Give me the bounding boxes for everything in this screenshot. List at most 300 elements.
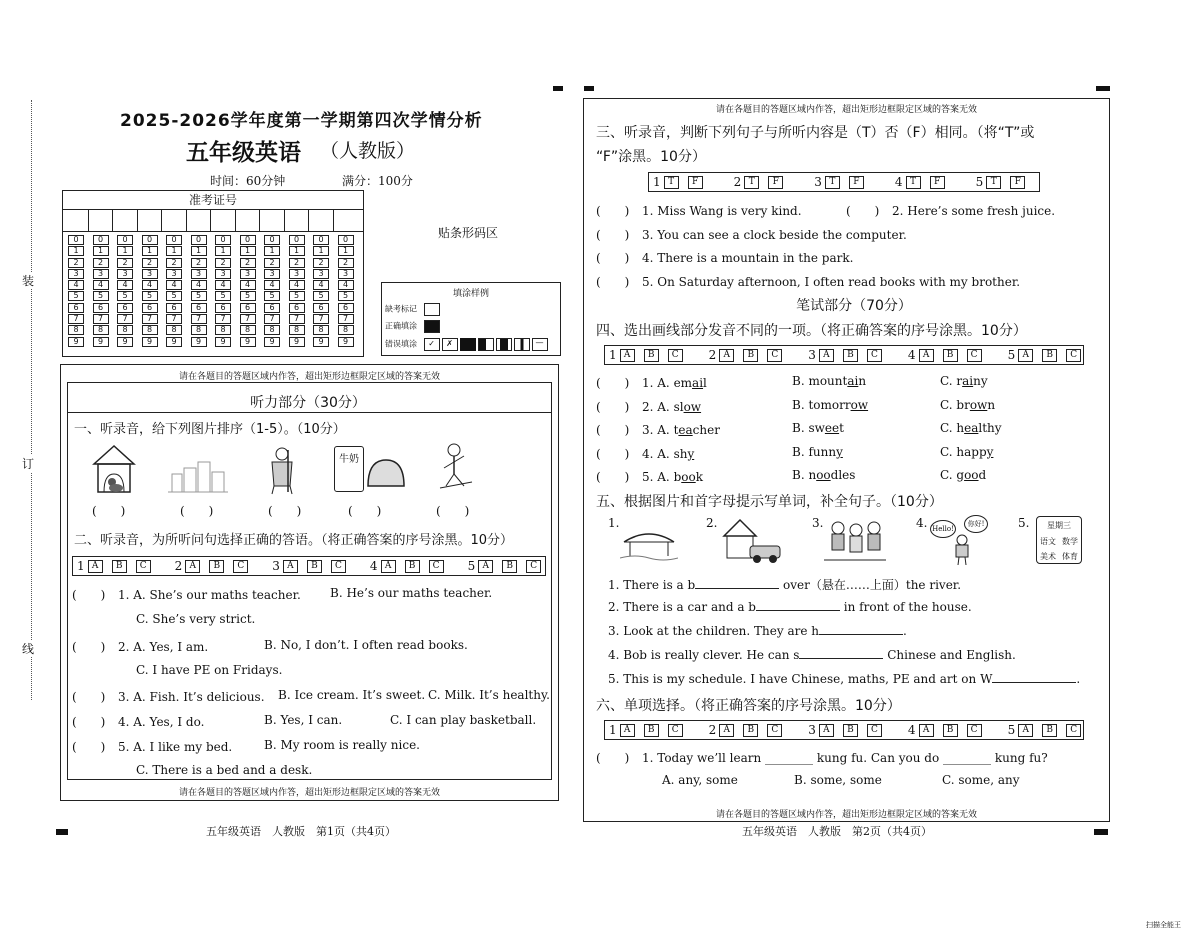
admission-digit-bubble[interactable]: 8 (166, 325, 182, 335)
sec4-option-c: C. brown (940, 397, 996, 412)
answer-number: 3 (272, 559, 280, 573)
sec3-item-5: ( ) 5. On Saturday afternoon, I often read books with my brother. (596, 275, 1021, 289)
sec2-q3: ( ) 3. A. Fish. It’s delicious. (72, 690, 265, 704)
answer-bubble[interactable]: T (744, 176, 759, 189)
answer-bubble[interactable]: C (136, 560, 151, 573)
admission-column[interactable] (264, 235, 282, 348)
admission-digit-bubble[interactable]: 7 (93, 314, 109, 324)
right-footer: 五年级英语 人教版 第2页（共4页） (742, 825, 932, 838)
admission-digit-bubble[interactable]: 5 (215, 291, 231, 301)
admission-digit-bubble[interactable]: 0 (215, 235, 231, 245)
admission-digit-bubble[interactable]: 2 (93, 258, 109, 268)
admission-digit-bubble[interactable]: 8 (68, 325, 84, 335)
admission-digit-bubble[interactable]: 6 (313, 303, 329, 313)
score-label: 满分：100分 (342, 174, 413, 188)
sec2-answer-bar (72, 556, 546, 576)
admission-column[interactable] (166, 235, 184, 348)
happy-children-picture (824, 516, 886, 564)
answer-number: 2 (733, 175, 742, 189)
admission-digit-bubble[interactable]: 7 (191, 314, 207, 324)
pic-paren-1[interactable]: ( ) (92, 504, 126, 518)
answer-bubble[interactable]: C (767, 349, 782, 362)
time-label: 时间：60分钟 (210, 174, 286, 188)
admission-digit-bubble[interactable]: 1 (191, 246, 207, 256)
admission-digit-bubble[interactable]: 6 (215, 303, 231, 313)
admission-digit-bubble[interactable]: 3 (191, 269, 207, 279)
erhu-player-picture (264, 446, 300, 496)
admission-digit-bubble[interactable]: 2 (117, 258, 133, 268)
answer-group (73, 559, 160, 573)
sec4-option-c: C. happy (940, 444, 994, 459)
fill-sample-box (381, 282, 561, 356)
right-top-mark-r (1096, 86, 1110, 91)
pic-paren-4[interactable]: ( ) (348, 504, 382, 518)
sec3-title: 三、听录音，判断下列句子与所听内容是（T）否（F）相同。（将“T”或 (596, 125, 1035, 141)
answer-bubble[interactable]: C (767, 724, 782, 737)
admission-digit-bubble[interactable]: 0 (68, 235, 84, 245)
answer-bubble[interactable]: F (688, 176, 703, 189)
answer-bubble[interactable]: C (429, 560, 444, 573)
answer-bubble[interactable]: B (743, 724, 758, 737)
admission-digit-bubble[interactable]: 6 (338, 303, 354, 313)
child-mountain-picture (438, 442, 474, 492)
sec2-title: 二、听录音，为所听问句选择正确的答语。（将正确答案的序号涂黑。10分） (74, 533, 514, 548)
admission-digit-bubble[interactable]: 6 (289, 303, 305, 313)
wrong-mark-check: ✓ (424, 338, 440, 351)
admission-digit-bubble[interactable]: 1 (240, 246, 256, 256)
blank-3[interactable] (819, 624, 903, 635)
blank-5[interactable] (992, 672, 1076, 683)
answer-bubble[interactable]: C (867, 724, 882, 737)
left-footer: 五年级英语 人教版 第1页（共4页） (206, 825, 396, 838)
admission-digit-bubble[interactable]: 5 (289, 291, 305, 301)
sec4-option-a: ( ) 4. A. shy (596, 446, 695, 461)
milk-label: 牛奶 (339, 454, 359, 465)
correct-label: 正确填涂 (385, 321, 417, 331)
admission-column[interactable] (215, 235, 233, 348)
sec2-q5: ( ) 5. A. I like my bed. (72, 740, 233, 754)
answer-bubble[interactable]: T (664, 176, 679, 189)
admission-digit-bubble[interactable]: 4 (264, 280, 280, 290)
admission-digit-bubble[interactable]: 2 (289, 258, 305, 268)
admission-digit-bubble[interactable]: 9 (313, 337, 329, 347)
admission-digit-bubble[interactable]: 5 (93, 291, 109, 301)
schedule-card (1036, 516, 1082, 564)
answer-bubble[interactable]: B (843, 724, 858, 737)
sec6-q1: ( ) 1. Today we’ll learn ________ kung fu. Can you do ________ kung fu? (596, 751, 1048, 765)
admission-column-divider (186, 209, 187, 231)
admission-digit-bubble[interactable]: 2 (191, 258, 207, 268)
admission-column-divider (88, 209, 89, 231)
sec2-q3-b: B. Ice cream. It’s sweet. (278, 688, 426, 702)
answer-bubble[interactable]: B (1042, 349, 1057, 362)
admission-digit-bubble[interactable]: 0 (93, 235, 109, 245)
pic-paren-2[interactable]: ( ) (180, 504, 214, 518)
admission-digit-bubble[interactable]: 8 (289, 325, 305, 335)
admission-digit-bubble[interactable]: 1 (93, 246, 109, 256)
answer-bubble[interactable]: B (1042, 724, 1057, 737)
admission-digit-bubble[interactable]: 8 (264, 325, 280, 335)
admission-digit-bubble[interactable]: 9 (93, 337, 109, 347)
answer-bubble[interactable]: A (185, 560, 200, 573)
admission-column[interactable] (338, 235, 356, 348)
answer-bubble[interactable]: F (849, 176, 864, 189)
answer-number: 4 (369, 559, 378, 573)
pic-num-1: 1. (608, 516, 620, 530)
admission-column-divider (161, 209, 162, 231)
answer-bubble[interactable]: C (867, 349, 882, 362)
sec4-option-a: ( ) 5. A. book (596, 470, 703, 485)
admission-digit-bubble[interactable]: 5 (191, 291, 207, 301)
pic-paren-3[interactable]: ( ) (268, 504, 302, 518)
admission-digit-bubble[interactable]: 7 (338, 314, 354, 324)
admission-digit-bubble[interactable]: 3 (68, 269, 84, 279)
admission-digit-bubble[interactable]: 4 (93, 280, 109, 290)
answer-bubble[interactable]: C (1066, 724, 1081, 737)
admission-digit-bubble[interactable]: 5 (142, 291, 158, 301)
admission-digit-bubble[interactable]: 4 (142, 280, 158, 290)
admission-column[interactable] (68, 235, 86, 348)
admission-digit-bubble[interactable]: 4 (313, 280, 329, 290)
admission-digit-bubble[interactable]: 3 (93, 269, 109, 279)
wrong-mark-half (478, 338, 494, 351)
answer-bubble[interactable]: F (930, 176, 945, 189)
admission-column-divider (210, 209, 211, 231)
absent-mark (424, 303, 440, 316)
answer-group (1004, 348, 1091, 362)
answer-bubble[interactable]: B (943, 349, 958, 362)
admission-digit-bubble[interactable]: 0 (142, 235, 158, 245)
admission-column[interactable] (289, 235, 307, 348)
admission-digit-bubble[interactable]: 0 (264, 235, 280, 245)
admission-digit-bubble[interactable]: 3 (117, 269, 133, 279)
admission-digit-bubble[interactable]: 9 (338, 337, 354, 347)
admission-digit-bubble[interactable]: 7 (289, 314, 305, 324)
admission-digit-bubble[interactable]: 8 (117, 325, 133, 335)
admission-digit-bubble[interactable]: 1 (264, 246, 280, 256)
admission-digit-bubble[interactable]: 4 (240, 280, 256, 290)
answer-bubble[interactable]: B (644, 724, 659, 737)
listening-title: 听力部分（30分） (250, 395, 366, 411)
answer-bubble[interactable]: B (943, 724, 958, 737)
absent-label: 缺考标记 (385, 304, 417, 314)
admission-digit-bubble[interactable]: 7 (68, 314, 84, 324)
admission-digit-bubble[interactable]: 5 (264, 291, 280, 301)
answer-bubble[interactable]: F (768, 176, 783, 189)
sec6-opt-c: C. some, any (942, 773, 1020, 787)
answer-bubble[interactable]: A (88, 560, 103, 573)
sec3-item-1: ( ) 1. Miss Wang is very kind. (596, 204, 802, 218)
answer-bubble[interactable]: A (1018, 724, 1033, 737)
sec2-q5-b: B. My room is really nice. (264, 738, 420, 752)
admission-column-divider (235, 209, 236, 231)
admission-digit-bubble[interactable]: 2 (142, 258, 158, 268)
admission-digit-bubble[interactable]: 6 (240, 303, 256, 313)
answer-number: 2 (174, 559, 183, 573)
answer-bubble[interactable]: A (620, 349, 635, 362)
answer-bubble[interactable]: A (819, 724, 834, 737)
admission-digit-bubble[interactable]: 5 (68, 291, 84, 301)
admission-column[interactable] (117, 235, 135, 348)
sec6-opt-b: B. some, some (794, 773, 882, 787)
answer-bubble[interactable]: A (283, 560, 298, 573)
admission-digit-bubble[interactable]: 2 (215, 258, 231, 268)
admission-digit-bubble[interactable]: 8 (93, 325, 109, 335)
sec5-sentence-3: 3. Look at the children. They are h . (608, 624, 907, 638)
answer-bubble[interactable]: C (526, 560, 541, 573)
admission-digit-bubble[interactable]: 8 (191, 325, 207, 335)
admission-digit-bubble[interactable]: 4 (166, 280, 182, 290)
sec2-q1-b: B. He’s our maths teacher. (330, 586, 493, 600)
admission-digit-bubble[interactable]: 0 (166, 235, 182, 245)
admission-digit-bubble[interactable]: 0 (289, 235, 305, 245)
answer-group (705, 723, 792, 737)
answer-number: 5 (975, 175, 984, 189)
sec2-q4-b: B. Yes, I can. (264, 713, 343, 727)
admission-digit-bubble[interactable]: 6 (93, 303, 109, 313)
admission-digit-bubble[interactable]: 2 (338, 258, 354, 268)
admission-digit-bubble[interactable]: 8 (142, 325, 158, 335)
admission-digit-bubble[interactable]: 5 (313, 291, 329, 301)
admission-digit-bubble[interactable]: 3 (240, 269, 256, 279)
answer-group (804, 348, 891, 362)
answer-group (464, 559, 551, 573)
answer-bubble[interactable]: C (967, 724, 982, 737)
admission-digit-bubble[interactable]: 9 (215, 337, 231, 347)
answer-bubble[interactable]: C (331, 560, 346, 573)
sec2-q2-c: C. I have PE on Fridays. (136, 663, 283, 677)
answer-bubble[interactable]: C (967, 349, 982, 362)
answer-bubble[interactable]: T (906, 176, 921, 189)
wrong-mark-dot (460, 338, 476, 351)
binding-mark-3: 线 (22, 642, 35, 656)
admission-column[interactable] (191, 235, 209, 348)
admission-digit-bubble[interactable]: 4 (68, 280, 84, 290)
admission-digit-bubble[interactable]: 8 (215, 325, 231, 335)
answer-bubble[interactable]: A (919, 349, 934, 362)
sec4-option-b: B. tomorrow (792, 397, 869, 412)
answer-bubble[interactable]: A (719, 724, 734, 737)
answer-number: 1 (653, 175, 661, 189)
admission-digit-bubble[interactable]: 0 (117, 235, 133, 245)
admission-digit-bubble[interactable]: 6 (117, 303, 133, 313)
admission-digit-bubble[interactable]: 5 (240, 291, 256, 301)
sample-title: 填涂样例 (452, 289, 489, 299)
binding-mark-2: 订 (22, 457, 35, 471)
admission-digit-bubble[interactable]: 4 (191, 280, 207, 290)
wrong-mark-dash: — (532, 338, 548, 351)
answer-bubble[interactable]: A (620, 724, 635, 737)
admission-digit-bubble[interactable]: 3 (338, 269, 354, 279)
answer-number: 4 (907, 348, 916, 362)
sec4-option-c: C. healthy (940, 421, 1002, 436)
admission-digit-bubble[interactable]: 6 (68, 303, 84, 313)
barcode-label: 贴条形码区 (438, 226, 499, 240)
blank-4[interactable] (799, 648, 883, 659)
admission-column[interactable] (142, 235, 160, 348)
answer-bubble[interactable]: C (233, 560, 248, 573)
answer-bubble[interactable]: B (112, 560, 127, 573)
admission-column[interactable] (313, 235, 331, 348)
answer-bubble[interactable]: B (843, 349, 858, 362)
admission-digit-bubble[interactable]: 6 (264, 303, 280, 313)
admission-digit-bubble[interactable]: 9 (68, 337, 84, 347)
admission-digit-bubble[interactable]: 9 (264, 337, 280, 347)
admission-digit-bubble[interactable]: 7 (142, 314, 158, 324)
left-top-mark (553, 86, 563, 91)
answer-group (171, 559, 258, 573)
answer-bubble[interactable]: B (502, 560, 517, 573)
admission-digit-bubble[interactable]: 1 (117, 246, 133, 256)
admission-digit-bubble[interactable]: 1 (338, 246, 354, 256)
answer-bubble[interactable]: B (743, 349, 758, 362)
admission-digit-bubble[interactable]: 9 (142, 337, 158, 347)
admission-column[interactable] (240, 235, 258, 348)
answer-bubble[interactable]: A (478, 560, 493, 573)
admission-digit-bubble[interactable]: 2 (68, 258, 84, 268)
house-car-picture (720, 516, 784, 564)
answer-bubble[interactable]: B (209, 560, 224, 573)
bridge-picture (620, 520, 678, 562)
admission-digit-bubble[interactable]: 9 (117, 337, 133, 347)
admission-digit-bubble[interactable]: 1 (142, 246, 158, 256)
admission-digit-bubble[interactable]: 9 (240, 337, 256, 347)
answer-group (705, 348, 792, 362)
admission-digit-bubble[interactable]: 6 (166, 303, 182, 313)
sec2-q4: ( ) 4. A. Yes, I do. (72, 715, 205, 729)
answer-bubble[interactable]: A (381, 560, 396, 573)
admission-digit-bubble[interactable]: 3 (215, 269, 231, 279)
answer-number: 2 (708, 348, 717, 362)
admission-digit-bubble[interactable]: 2 (264, 258, 280, 268)
answer-bubble[interactable]: A (819, 349, 834, 362)
answer-number: 3 (814, 175, 822, 189)
admission-digit-bubble[interactable]: 8 (338, 325, 354, 335)
admission-digit-bubble[interactable]: 4 (289, 280, 305, 290)
sec4-answer-bar (604, 345, 1084, 365)
admission-number-grid (62, 190, 364, 357)
admission-digit-bubble[interactable]: 1 (68, 246, 84, 256)
admission-digit-bubble[interactable]: 2 (313, 258, 329, 268)
admission-digit-bubble[interactable]: 0 (313, 235, 329, 245)
answer-bubble[interactable]: A (1018, 349, 1033, 362)
admission-digit-bubble[interactable]: 1 (289, 246, 305, 256)
admission-digit-bubble[interactable]: 3 (289, 269, 305, 279)
answer-number: 4 (894, 175, 903, 189)
admission-digit-bubble[interactable]: 7 (166, 314, 182, 324)
answer-bubble[interactable]: A (919, 724, 934, 737)
sec4-option-c: C. rainy (940, 374, 988, 388)
answer-bubble[interactable]: F (1010, 176, 1025, 189)
answer-group (904, 348, 991, 362)
blank-2[interactable] (756, 600, 840, 611)
answer-bubble[interactable]: C (668, 724, 683, 737)
admission-digit-bubble[interactable]: 6 (191, 303, 207, 313)
schedule-pe: 体育 (1062, 552, 1078, 561)
boy-speaking-picture (950, 534, 974, 566)
admission-digit-bubble[interactable]: 5 (117, 291, 133, 301)
sec4-option-c: C. good (940, 468, 987, 483)
admission-digit-bubble[interactable]: 7 (215, 314, 231, 324)
admission-digit-bubble[interactable]: 7 (240, 314, 256, 324)
admission-digit-bubble[interactable]: 9 (191, 337, 207, 347)
admission-digit-bubble[interactable]: 9 (289, 337, 305, 347)
admission-digit-bubble[interactable]: 7 (117, 314, 133, 324)
answer-bubble[interactable]: C (668, 349, 683, 362)
pic-num-5: 5. (1018, 516, 1030, 530)
wrong-mark-bar (496, 338, 512, 351)
admission-digit-bubble[interactable]: 6 (142, 303, 158, 313)
admission-digit-bubble[interactable]: 0 (191, 235, 207, 245)
pic-paren-5[interactable]: ( ) (436, 504, 470, 518)
admission-digit-bubble[interactable]: 7 (264, 314, 280, 324)
pic-num-4: 4. (916, 516, 928, 530)
subject-title: 五年级英语 (186, 139, 301, 166)
answer-bubble[interactable]: C (1066, 349, 1081, 362)
admission-digit-bubble[interactable]: 2 (166, 258, 182, 268)
admission-digit-bubble[interactable]: 5 (166, 291, 182, 301)
sec5-title: 五、根据图片和首字母提示写单词，补全句子。（10分） (596, 494, 943, 510)
admission-digit-bubble[interactable]: 0 (338, 235, 354, 245)
answer-bubble[interactable]: B (405, 560, 420, 573)
blank-1[interactable] (695, 578, 779, 589)
sec4-option-b: B. sweet (792, 421, 844, 436)
admission-digit-bubble[interactable]: 5 (338, 291, 354, 301)
admission-digit-bubble[interactable]: 7 (313, 314, 329, 324)
answer-bubble[interactable]: B (644, 349, 659, 362)
answer-number: 1 (609, 723, 617, 737)
admission-column[interactable] (93, 235, 111, 348)
right-notice-top: 请在各题目的答题区域内作答，超出矩形边框限定区域的答案无效 (715, 105, 977, 115)
admission-digit-bubble[interactable]: 1 (166, 246, 182, 256)
admission-digit-bubble[interactable]: 1 (313, 246, 329, 256)
admission-digit-bubble[interactable]: 3 (166, 269, 182, 279)
admission-digit-bubble[interactable]: 9 (166, 337, 182, 347)
admission-digit-bubble[interactable]: 2 (240, 258, 256, 268)
edition: （人教版） (320, 140, 416, 162)
sec5-sentence-2: 2. There is a car and a b in front of the house. (608, 600, 972, 614)
admission-digit-bubble[interactable]: 4 (338, 280, 354, 290)
admission-digit-bubble[interactable]: 8 (313, 325, 329, 335)
admission-digit-bubble[interactable]: 3 (313, 269, 329, 279)
correct-mark (424, 320, 440, 333)
sec4-option-b: B. funny (792, 444, 843, 459)
answer-group (904, 723, 991, 737)
admission-digit-bubble[interactable]: 3 (264, 269, 280, 279)
answer-bubble[interactable]: A (719, 349, 734, 362)
admission-digit-bubble[interactable]: 0 (240, 235, 256, 245)
answer-bubble[interactable]: B (307, 560, 322, 573)
answer-number: 1 (77, 559, 85, 573)
sec2-q1: ( ) 1. A. She’s our maths teacher. (72, 588, 301, 602)
admission-column-divider (284, 209, 285, 231)
admission-digit-bubble[interactable]: 4 (215, 280, 231, 290)
admission-digit-bubble[interactable]: 1 (215, 246, 231, 256)
answer-number: 3 (808, 723, 816, 737)
admission-column-divider (308, 209, 309, 231)
answer-bubble[interactable]: T (986, 176, 1001, 189)
answer-group (972, 175, 1035, 189)
admission-digit-bubble[interactable]: 8 (240, 325, 256, 335)
sec4-option-a: ( ) 2. A. slow (596, 399, 702, 414)
admission-write-row[interactable] (63, 209, 363, 232)
answer-bubble[interactable]: T (825, 176, 840, 189)
admission-digit-bubble[interactable]: 3 (142, 269, 158, 279)
pic-num-3: 3. (812, 516, 824, 530)
left-notice-top: 请在各题目的答题区域内作答，超出矩形边框限定区域的答案无效 (178, 372, 440, 382)
admission-digit-bubble[interactable]: 4 (117, 280, 133, 290)
answer-group (730, 175, 793, 189)
